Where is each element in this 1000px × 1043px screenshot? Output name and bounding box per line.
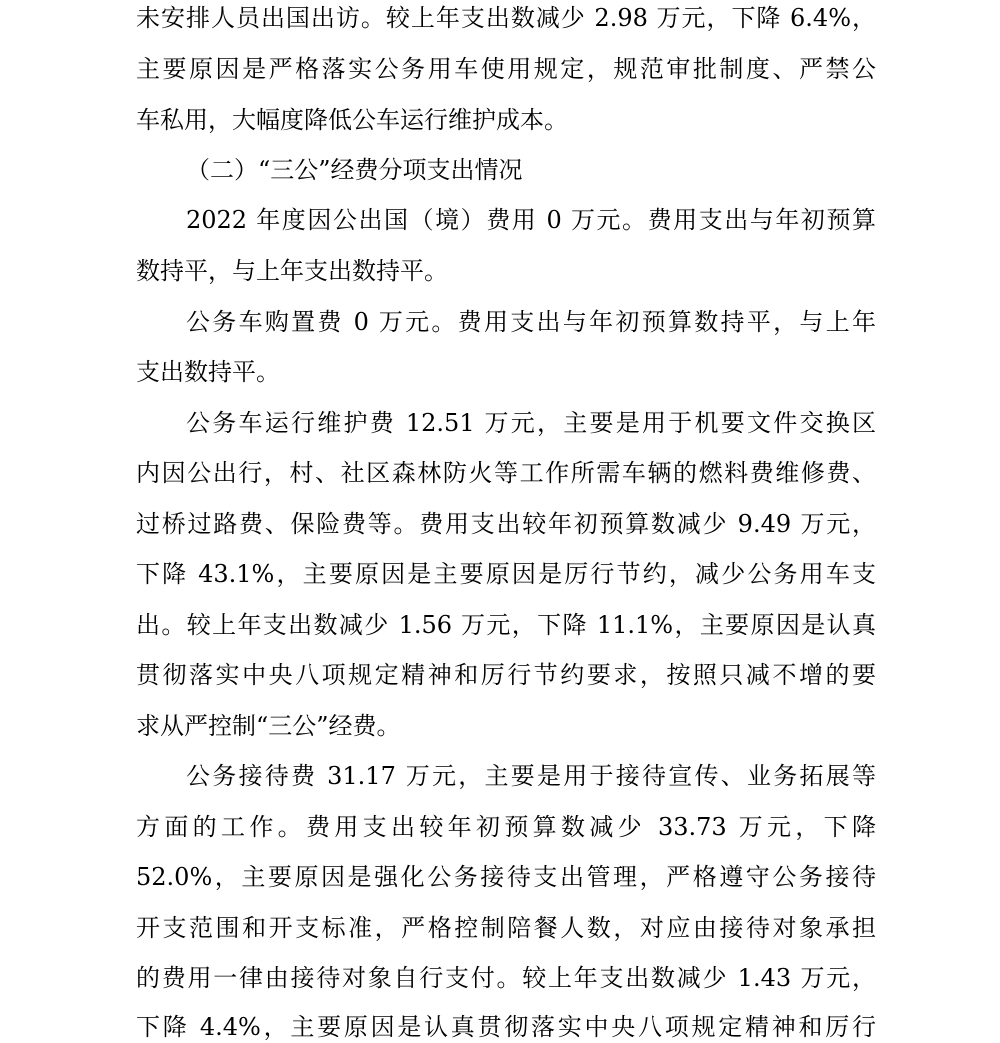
- section-heading: （二）“三公”经费分项支出情况: [186, 156, 523, 184]
- text-line: 支出数持平。: [136, 358, 280, 386]
- text-line: 求从严控制“三公”经费。: [136, 712, 401, 740]
- text-line: 方面的工作。费用支出较年初预算数减少 33.73 万元，下降: [136, 813, 876, 841]
- text-line: 的费用一律由接待对象自行支付。较上年支出数减少 1.43 万元，: [136, 964, 876, 992]
- text-line: 车私用，大幅度降低公车运行维护成本。: [136, 106, 568, 134]
- text-line: 公务接待费 31.17 万元，主要是用于接待宣传、业务拓展等: [186, 762, 876, 790]
- text-line: 贯彻落实中央八项规定精神和厉行节约要求，按照只减不增的要: [136, 661, 876, 689]
- text-line: 出。较上年支出数减少 1.56 万元，下降 11.1%，主要原因是认真: [136, 611, 876, 639]
- text-line: 下降 43.1%，主要原因是主要原因是厉行节约，减少公务用车支: [136, 560, 876, 588]
- text-line: 2022 年度因公出国（境）费用 0 万元。费用支出与年初预算: [186, 206, 876, 234]
- text-line: 主要原因是严格落实公务用车使用规定，规范审批制度、严禁公: [136, 55, 876, 83]
- text-line: 数持平，与上年支出数持平。: [136, 257, 448, 285]
- text-line: 开支范围和开支标准，严格控制陪餐人数，对应由接待对象承担: [136, 914, 876, 942]
- text-line: 52.0%，主要原因是强化公务接待支出管理，严格遵守公务接待: [136, 863, 876, 891]
- text-line: 未安排人员出国出访。较上年支出数减少 2.98 万元，下降 6.4%，: [136, 4, 876, 32]
- text-line: 过桥过路费、保险费等。费用支出较年初预算数减少 9.49 万元，: [136, 510, 876, 538]
- text-line: 公务车运行维护费 12.51 万元，主要是用于机要文件交换区: [186, 409, 876, 437]
- text-line: 下降 4.4%，主要原因是认真贯彻落实中央八项规定精神和厉行: [136, 1013, 876, 1041]
- text-line: 公务车购置费 0 万元。费用支出与年初预算数持平，与上年: [186, 308, 876, 336]
- text-line: 内因公出行，村、社区森林防火等工作所需车辆的燃料费维修费、: [136, 459, 876, 487]
